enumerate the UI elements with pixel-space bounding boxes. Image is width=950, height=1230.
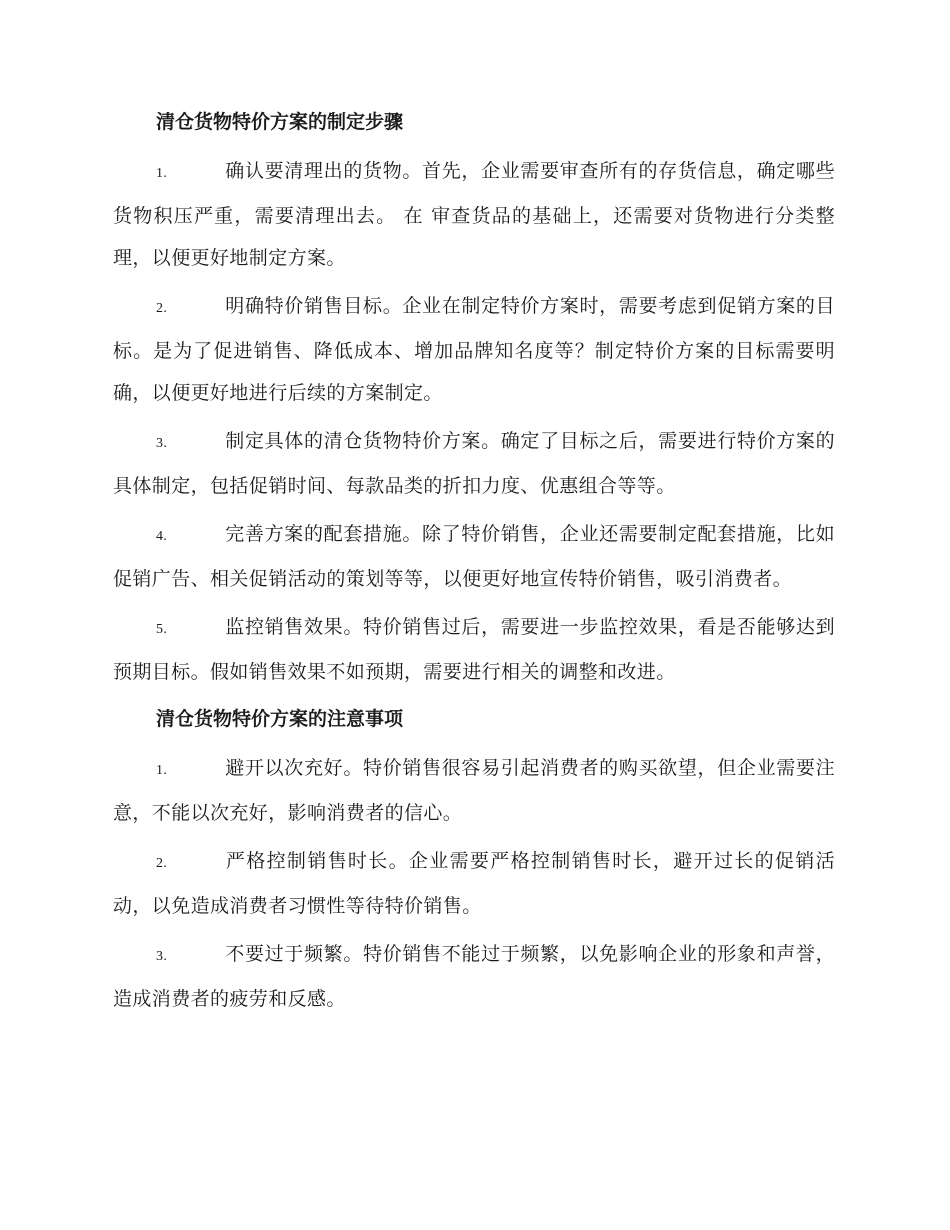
- item-number: 5.: [156, 622, 168, 637]
- item-number: 1.: [156, 166, 168, 181]
- document-body: [113, 108, 835, 1026]
- list-item: [113, 606, 835, 693]
- item-text: 确认要清理出的货物。首先，企业需要审查所有的存货信息，确定哪些货物积压严重，需要清理出去。 在 审查货品的基础上，还需要对货物进行分类整理，以便更好地制定方案。: [113, 160, 835, 269]
- list-item: [113, 747, 835, 834]
- list-item: [113, 840, 835, 927]
- item-text: 明确特价销售目标。企业在制定特价方案时，需要考虑到促销方案的目标。是为了促进销售、降低成本、增加品牌知名度等？制定特价方案的目标需要明确，以便更好地进行后续的方案制定。: [113, 295, 835, 404]
- list-item: [113, 285, 835, 414]
- list-item: [113, 150, 835, 279]
- item-number: 3.: [156, 436, 168, 451]
- item-text: 避开以次充好。特价销售很容易引起消费者的购买欲望，但企业需要注意，不能以次充好，影响消费者的信心。: [113, 757, 835, 824]
- item-text: 严格控制销售时长。企业需要严格控制销售时长，避开过长的促销活动，以免造成消费者习惯性等待特价销售。: [113, 850, 835, 917]
- item-number: 1.: [156, 763, 168, 778]
- item-number: 3.: [156, 949, 168, 964]
- item-text: 监控销售效果。特价销售过后，需要进一步监控效果，看是否能够达到预期目标。假如销售效果不如预期，需要进行相关的调整和改进。: [113, 616, 835, 683]
- list-item: [113, 933, 835, 1020]
- item-text: 不要过于频繁。特价销售不能过于频繁，以免影响企业的形象和声誉，造成消费者的疲劳和反感。: [113, 943, 835, 1010]
- item-text: 完善方案的配套措施。除了特价销售，企业还需要制定配套措施，比如促销广告、相关促销活动的策划等等，以便更好地宣传特价销售，吸引消费者。: [113, 523, 835, 590]
- item-number: 2.: [156, 301, 168, 316]
- list-item: [113, 420, 835, 507]
- list-item: [113, 513, 835, 600]
- item-number: 4.: [156, 529, 168, 544]
- section-heading-steps: 清仓货物特价方案的制定步骤: [156, 111, 404, 133]
- item-text: 制定具体的清仓货物特价方案。确定了目标之后，需要进行特价方案的具体制定，包括促销时间、每款品类的折扣力度、优惠组合等等。: [113, 430, 835, 497]
- item-number: 2.: [156, 856, 168, 871]
- section-heading-notes: 清仓货物特价方案的注意事项: [156, 708, 404, 730]
